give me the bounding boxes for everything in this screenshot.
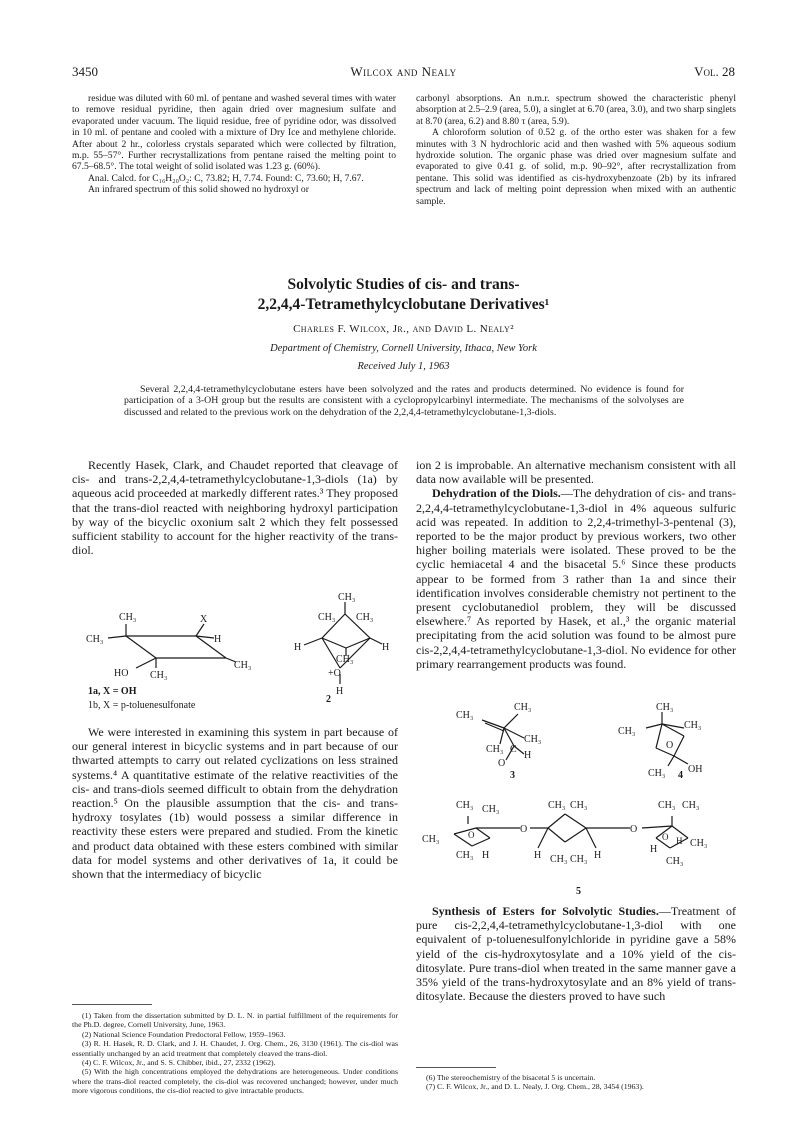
label-ch3: CH₃ [456,850,474,861]
label-h: H [214,634,222,645]
footnotes-left [72,1011,398,1096]
prev-article-left-column [72,93,396,196]
label-o: O [630,824,638,835]
label-x: X [200,614,208,625]
footnote: (2) National Science Foundation Predoctoral Fellow, 1959–1963. [82,1029,286,1039]
prev-paragraph: carbonyl absorptions. An n.m.r. spectrum showed the characteristic phenyl absorption at 2.5–2.9 (area, 5.0), a singlet at 6.70 (area, 3.0), and two sharp singlets at 8.70 (area, 6.2) and 8.80 τ (area, 5.9). [416,93,736,127]
label-h: H [294,642,302,653]
label-h: H [594,850,602,861]
label-ch3: CH₃ [456,800,474,811]
prev-article-right-column [416,93,736,207]
label-h: H [482,850,490,861]
abstract-text: Several 2,2,4,4-tetramethylcyclobutane esters have been solvolyzed and the rates and products determined. No evidence is found for participation of a 3-OH group but the results are consistent with a cyclopropylcarbinyl intermediate. The mechanisms of the solvolyses are discussed and related to the previous work on the dehydration of the 2,2,4,4-tetramethylcyclobutane-1,3-diols. [124,384,684,418]
label-ch3: CH₃ [338,592,356,603]
label-o: O [468,830,475,840]
structure-3-number: 3 [510,770,515,781]
label-ch3: CH₃ [486,744,504,755]
label-ch3: CH₃ [548,800,566,811]
label-ch3: CH₃ [336,654,354,665]
body-left-column [72,458,398,557]
structure-5-number: 5 [576,886,581,897]
footnote: (1) Taken from the dissertation submitted by D. L. N. in partial fulfillment of the requirements for the Ph.D. degree, Cornell University, June, 1963. [72,1011,398,1030]
structure-3 [452,700,582,780]
footnote-rule [416,1067,496,1068]
label-ch3: CH₃ [656,702,674,713]
label-ch3: CH₃ [570,800,588,811]
abstract [124,384,684,418]
label-ch3: CH₃ [666,856,684,867]
footnote: (3) R. H. Hasek, R. D. Clark, and J. H. Chaudet, J. Org. Chem., 26, 3130 (1961). The cis-diol was essentially unchanged by an acid treatment that completely cleaved the trans-diol. [72,1039,398,1058]
article-received: Received July 1, 1963 [357,361,450,372]
label-ch3: CH₃ [658,800,676,811]
prev-paragraph: Anal. Calcd. for C₁₆H₂₀O₂: C, 73.82; H, 7.74. Found: C, 73.60; H, 7.67. [88,172,364,184]
label-ch3: CH₃ [684,720,702,731]
label-ch3: CH₃ [550,854,568,865]
label-o: O [498,758,506,769]
label-ch3: CH₃ [356,612,374,623]
label-o: O [520,824,528,835]
label-ch3: CH₃ [524,734,542,745]
footnote: (5) With the high concentrations employed the dehydrations are heterogeneous. Under conditions where the trans-diol reacted completely, the cis-diol was recovered unchanged; however, under much more vigorous conditions, the cis-diol reacted to give intractable products. [72,1067,398,1096]
body-paragraph: Recently Hasek, Clark, and Chaudet reported that cleavage of cis- and trans-2,2,4,4-tetramethylcyclobutane-1,3-diols (1a) by aqueous acid proceeded at markedly different rates.³ They proposed that the trans-diol reacted with neighboring hydroxyl participation by way of the bicyclic oxonium salt 2 which they felt possessed sufficient stability to account for the higher reactivity of the trans-diol. [72,458,398,558]
footnote: (4) C. F. Wilcox, Jr., and S. S. Chibber, ibid., 27, 2332 (1962). [82,1058,276,1068]
label-o: O [666,740,674,751]
label-ch3: CH₃ [234,660,252,671]
prev-paragraph: A chloroform solution of 0.52 g. of the ortho ester was shaken for a few minutes with 3 N hydrochloric acid and then washed with 5% aqueous sodium hydroxide solution. The organic phase was dried over magnesium sulfate and evaporated to give 0.41 g. of solid, m.p. 90–92°, after recrystallization from pentane. This solid was identified as cis-hydroxybenzoate (2b) by its infrared spectrum and lack of melting point depression when mixed with an authentic sample. [416,127,736,207]
label-ch3: CH₃ [570,854,588,865]
footnotes-right [416,1073,736,1092]
footnote-rule [72,1004,152,1005]
label-ch3: CH₃ [690,838,708,849]
label-ch3: CH₃ [318,612,336,623]
label-h: H [382,642,390,653]
body-right-column [416,458,736,671]
label-ch3: CH₃ [682,800,700,811]
footnote: (7) C. F. Wilcox, Jr., and D. L. Nealy, J. Org. Chem., 28, 3454 (1963). [426,1082,644,1092]
label-c: C [510,744,517,755]
structure-5 [420,788,740,888]
label-ch3: CH₃ [456,710,474,721]
prev-paragraph: residue was diluted with 60 ml. of pentane and washed several times with water to remove residual pyridine, then again dried over magnesium sulfate and evaporated under vacuum. The liquid residue, free of pyridine odor, was dissolved in 10 ml. of pentane and cooled with a mixture of Dry Ice and methylene chloride. After about 2 hr., colorless crystals separated which were collected by filtration, m.p. 55–57°. Further recrystallizations from pentane raised the melting point to 67.5–68.5°. The total weight of solid isolated was 1.23 g. (60%). [72,93,396,173]
section-heading: Dehydration of the Diols. [432,486,561,501]
body-left-column-2 [72,725,398,881]
label-ho: HO [114,668,129,679]
structure-2-number: 2 [326,694,331,705]
label-h: H [336,686,344,697]
body-paragraph: ion 2 is improbable. An alternative mechanism consistent with all data now available will be presented. [416,458,736,487]
label-h: H [524,750,532,761]
article-title-line1: Solvolytic Studies of cis- and trans- [287,276,520,293]
volume-label: Vol. 28 [694,64,735,79]
article-authors: Charles F. Wilcox, Jr., and David L. Nealy² [293,323,514,335]
label-ch3: CH₃ [514,702,532,713]
label-oxonium: +O [328,668,341,679]
prev-paragraph: An infrared spectrum of this solid showed no hydroxyl or [88,184,309,196]
caption-1a: 1a, X = OH [88,686,137,697]
label-ch3: CH₃ [648,768,666,779]
structure-4 [618,700,738,780]
body-paragraph: Dehydration of the Diols.—The dehydration of cis- and trans-2,2,4,4-tetramethylcyclobutane-1,3-diol in 4% aqueous sulfuric acid was repeated. In addition to 2,2,4-trimethyl-3-pentenal (3), reported to be the major product by previous workers, two other higher boiling materials were isolated. These proved to be the cyclic hemiacetal 4 and the bisacetal 5.⁶ Since these products appear to be formed from 3 rather than 1a and since their identification involves considerable chemistry not pertinent to the present cyclobutanediol problem, they will be discussed elsewhere.⁷ As reported by Hasek, et al.,³ the organic material precipitating from the acid solution was found to be almost pure cis-2,2,4,4-tetramethylcyclobutane-1,3-diol. No evidence for other primary rearrangement products was found. [416,486,736,671]
label-o: O [662,832,669,842]
section-text: The dehydration of cis- and trans-2,2,4,4-tetramethylcyclobutane-1,3-diol in 4% aqueous sulfuric acid was repeated. In addition to 2,2,4-trimethyl-3-pentenal (3), reported to be the major product by previous workers, two other higher boiling materials were isolated. These proved to be the cyclic hemiacetal 4 and the bisacetal 5.⁶ Since these products appear to be formed from 3 rather than 1a and since their identification involves considerable chemistry not pertinent to the present cyclobutanediol problem, they will be discussed elsewhere.⁷ As reported by Hasek, et al.,³ the organic material precipitating from the acid solution was found to be almost pure cis-2,2,4,4-tetramethylcyclobutane-1,3-diol. No evidence for other primary rearrangement products was found. [416,486,736,671]
caption-1b: 1b, X = p-toluenesulfonate [88,700,196,711]
body-paragraph: Synthesis of Esters for Solvolytic Studies.—Treatment of pure cis-2,2,4,4-tetramethylcyclobutane-1,3-diol with one equivalent of p-toluenesulfonylchloride in pyridine gave a 58% yield of the cis-hydroxytosylate and a 10% yield of the cis-ditosylate. Pure trans-diol when treated in the same manner gave a 35% yield of the trans-hydroxytosylate and an 8% yield of trans-ditosylate. Because the diesters proved to have such [416,904,736,1004]
label-ch3: CH₃ [422,834,440,845]
label-ch3: CH₃ [86,634,104,645]
structure-1 [86,596,286,696]
running-title: Wilcox and Nealy [350,64,457,79]
body-right-column-2 [416,904,736,1003]
body-paragraph: We were interested in examining this system in part because of our general interest in bicyclic systems and in part because of our thwarted attempts to carry out related cyclizations on less strained systems.⁴ A quantitative estimate of the relative reactivities of the cis- and trans-diols seemed difficult to obtain from the dehydration reaction.⁵ On the plausible assumption that the cis- and trans-hydroxy tosylates (1b) would possess a similar difference in reactivity these esters were prepared and studied. From the kinetic and product data obtained with these esters combined with similar data for model systems and other derivatives of 1a, it could be shown that the intermediacy of bicyclic [72,725,398,882]
label-oh: OH [688,764,703,775]
footnote: (6) The stereochemistry of the bisacetal 5 is uncertain. [426,1073,596,1082]
label-h: H [676,836,683,846]
structure-4-number: 4 [678,770,683,781]
label-ch3: CH₃ [150,670,168,681]
label-h: H [534,850,542,861]
label-h: H [650,844,658,855]
label-ch3: CH₃ [618,726,636,737]
structure-2 [260,590,400,705]
label-ch3: CH₃ [482,804,500,815]
section-heading: Synthesis of Esters for Solvolytic Studies. [432,904,659,918]
section-text: Treatment of pure cis-2,2,4,4-tetramethylcyclobutane-1,3-diol with one equivalent of p-toluenesulfonylchloride in pyridine gave a 58% yield of the cis-hydroxytosylate and a 10% yield of the cis-ditosylate. Pure trans-diol when treated in the same manner gave a 35% yield of the trans-hydroxytosylate and an 8% yield of trans-ditosylate. Because the diesters proved to have such [416,904,736,1004]
page-number: 3450 [72,64,98,79]
label-ch3: CH₃ [119,612,137,623]
article-title-line2: 2,2,4,4-Tetramethylcyclobutane Derivatives¹ [257,296,550,313]
article-department: Department of Chemistry, Cornell University, Ithaca, New York [270,343,537,354]
